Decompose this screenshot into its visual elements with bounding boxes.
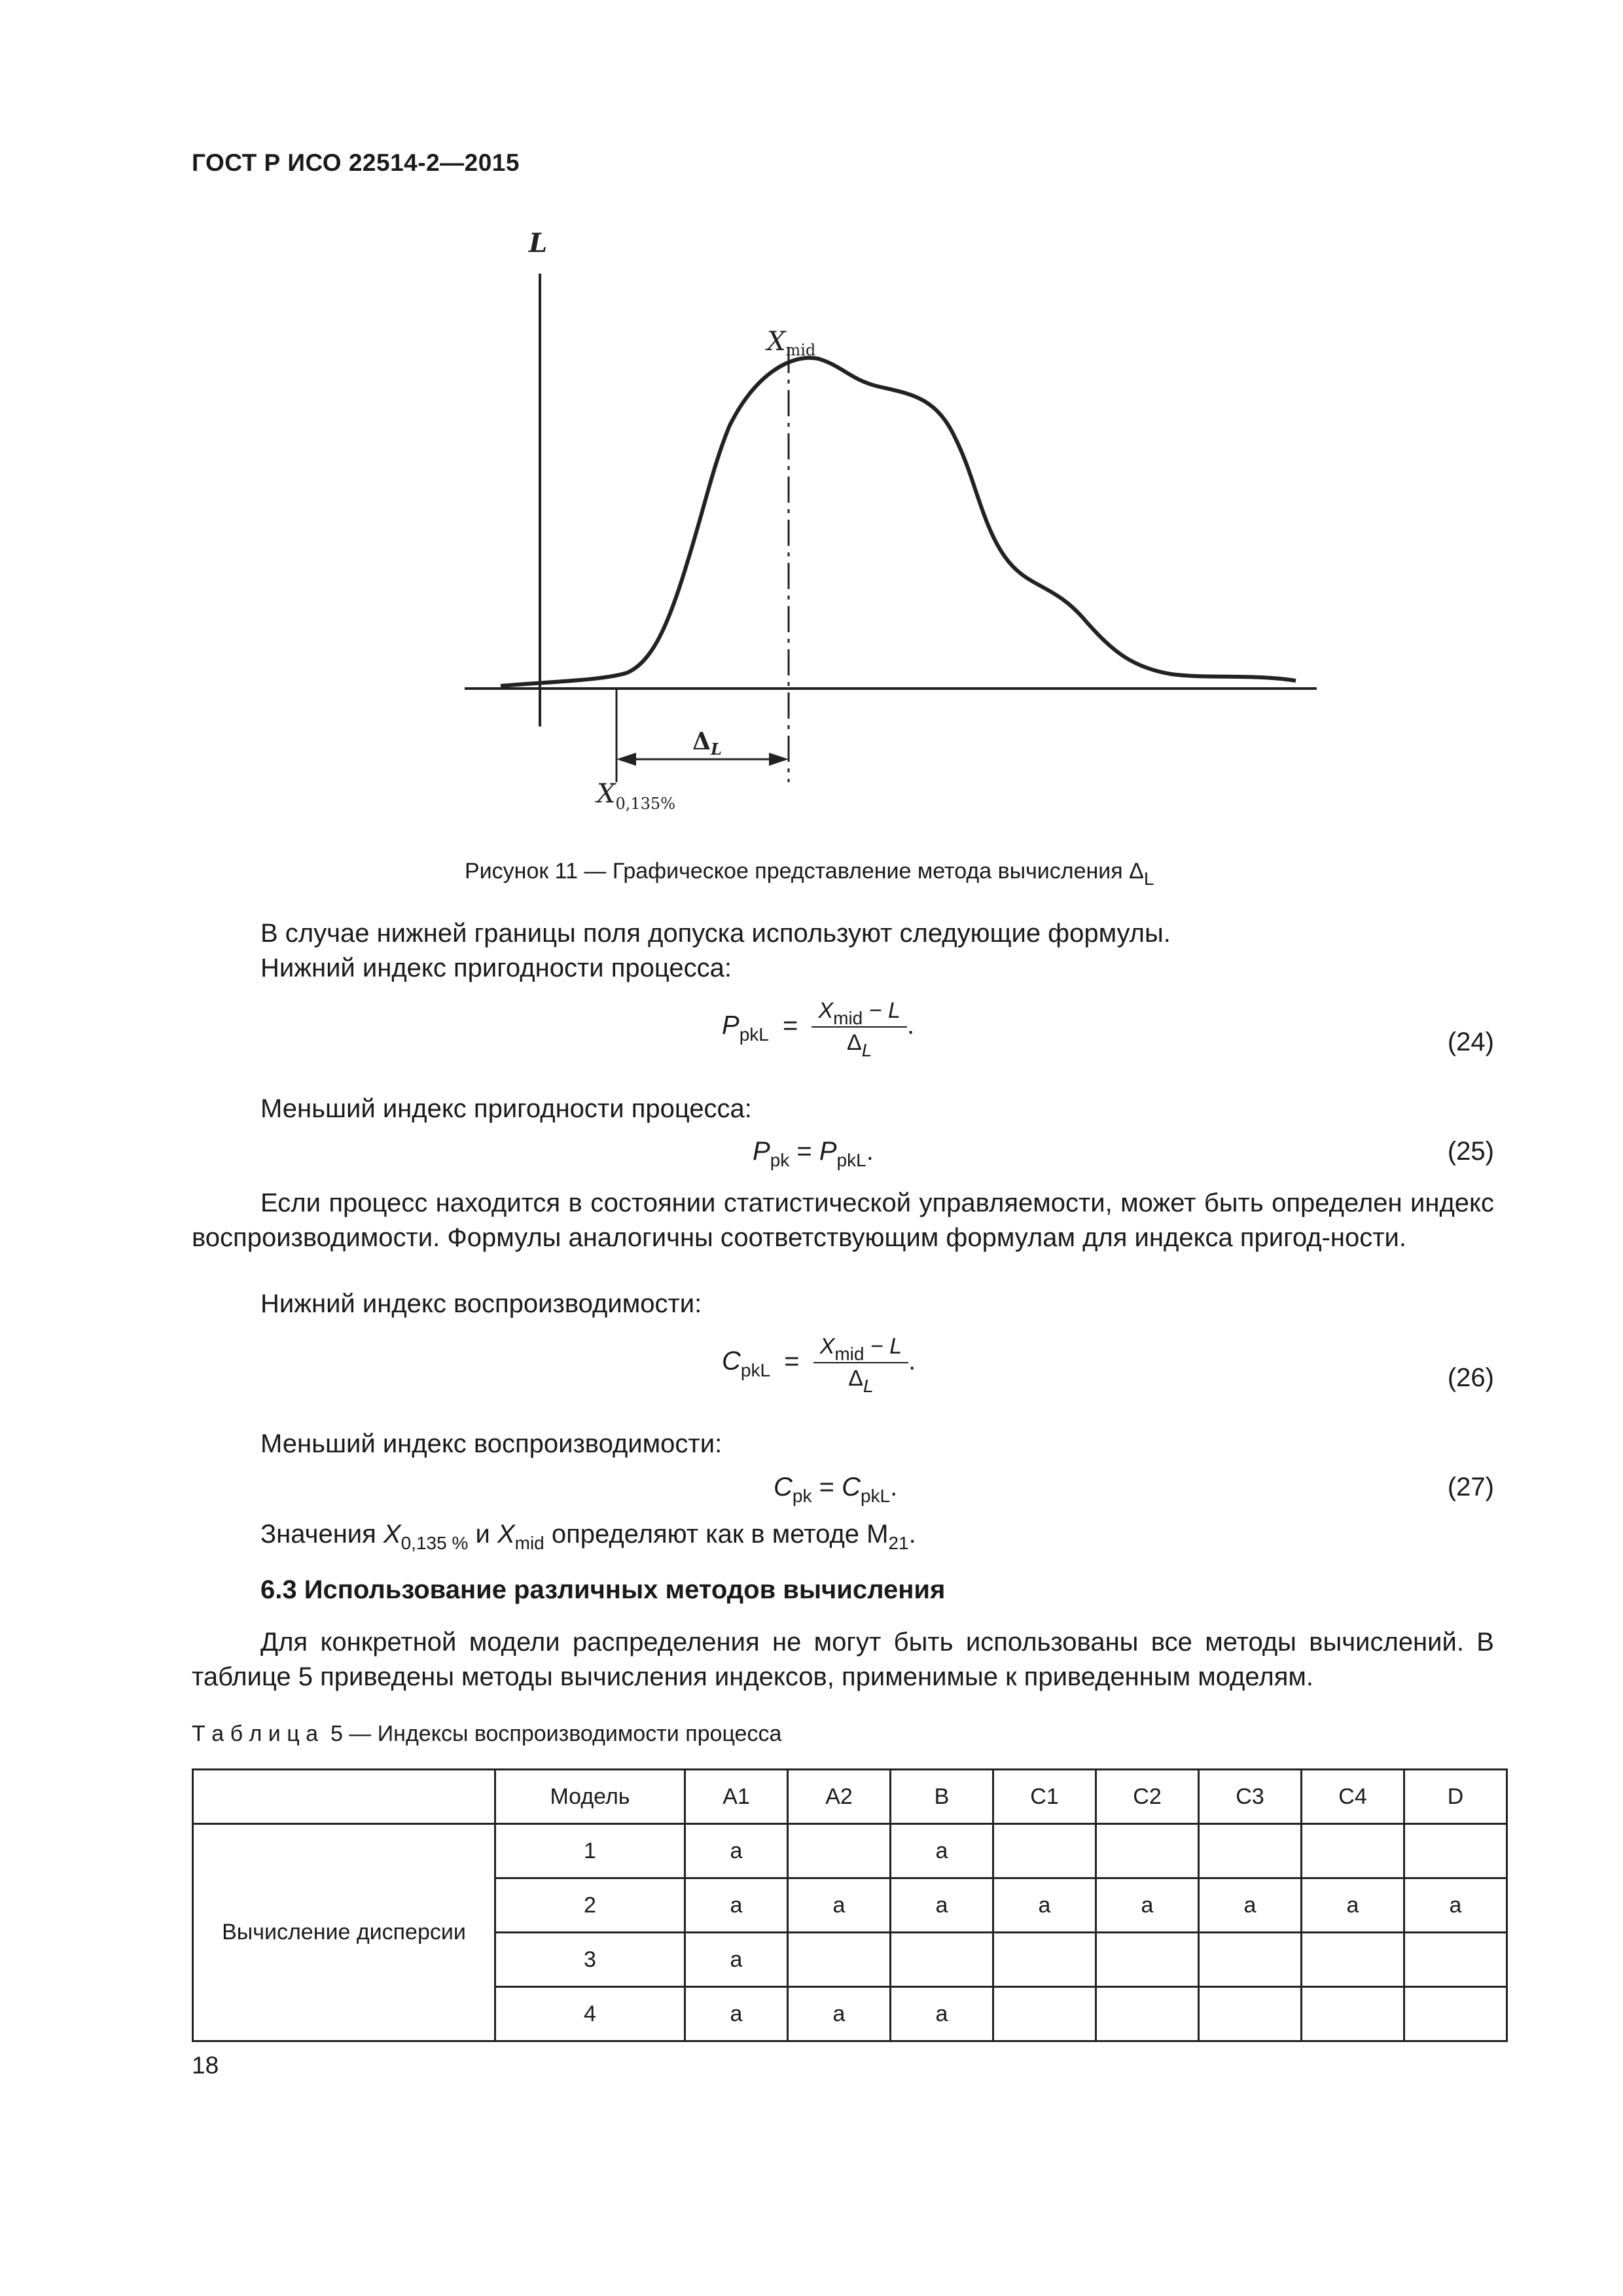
table-cell <box>788 1824 891 1878</box>
table-cell <box>1199 1987 1302 2041</box>
table-header-cell: C1 <box>993 1770 1096 1824</box>
paragraph-lower-capability-index: Нижний индекс воспроизводимости: <box>260 1289 702 1318</box>
paragraph-table-intro: Для конкретной модели распределения не могут быть использованы все методы вычислений. В таблице 5 приведены методы вычисления индексов, применимые к приведенным моделям. <box>192 1628 1494 1691</box>
table-cell <box>1302 1987 1404 2041</box>
equation-number-26: (26) <box>1447 1363 1494 1392</box>
table-cell <box>1302 1933 1404 1987</box>
table-cell <box>1096 1933 1199 1987</box>
paragraph-lower-limit: В случае нижней границы поля допуска используют следующие формулы. <box>260 919 1171 948</box>
x-mid-label: $X_{mid}$ <box>767 327 816 359</box>
delta-arrow-right <box>769 753 789 766</box>
figure-caption-text: Рисунок 11 — Графическое представление метода вычисления Δ <box>465 859 1144 884</box>
table-header-row <box>193 1770 1507 1824</box>
table-cell: a <box>788 1878 891 1933</box>
table-cell <box>788 1933 891 1987</box>
table-header-cell: B <box>891 1770 993 1824</box>
table-cell: a <box>1096 1878 1199 1933</box>
table-5-process-capability <box>192 1768 1508 2042</box>
paragraph-smaller-performance-index: Меньший индекс пригодности процесса: <box>260 1094 752 1123</box>
table-cell: a <box>1302 1878 1404 1933</box>
table-cell: a <box>1404 1878 1507 1933</box>
table-cell: a <box>993 1878 1096 1933</box>
table-cell: a <box>685 1878 788 1933</box>
table-cell: a <box>685 1987 788 2041</box>
table-cell: a <box>685 1824 788 1878</box>
table-cell: a <box>685 1933 788 1987</box>
table-cell: 3 <box>495 1933 685 1987</box>
table-cell: a <box>891 1878 993 1933</box>
table-cell <box>993 1824 1096 1878</box>
table-cell: a <box>891 1824 993 1878</box>
table-cell <box>1096 1987 1199 2041</box>
table-cell: 4 <box>495 1987 685 2041</box>
table-cell <box>1199 1824 1302 1878</box>
formula-26: $C_{pkL}$ = $\frac{X_{mid} - L}{\Delta_L}$ . <box>722 1334 916 1396</box>
table-header-cell: C3 <box>1199 1770 1302 1824</box>
delta-arrow-left <box>616 753 636 766</box>
table-row <box>193 1824 1507 1878</box>
formula-26-fraction: $\frac{X_{mid} - L}{\Delta_L}$ <box>813 1334 908 1391</box>
equation-number-25: (25) <box>1447 1137 1494 1166</box>
table-cell <box>1096 1824 1199 1878</box>
table-header-cell: A2 <box>788 1770 891 1824</box>
figure-11-distribution-graph <box>452 223 1329 851</box>
table-caption-text: 5 — Индексы воспроизводимости процесса <box>318 1721 782 1746</box>
table-header-cell: Модель <box>495 1770 685 1824</box>
table-header-cell: A1 <box>685 1770 788 1824</box>
table-cell: 2 <box>495 1878 685 1933</box>
row-group-label: Вычисление дисперсии <box>193 1824 495 2041</box>
table-cell: a <box>788 1987 891 2041</box>
table-cell <box>1404 1824 1507 1878</box>
paragraph-statistical-control: Если процесс находится в состоянии статистической управляемости, может быть определен индекс воспроизводимости. Формулы аналогичны соответствующим формулам для индекса пригод-ности. <box>192 1189 1494 1252</box>
paragraph-lower-performance-index: Нижний индекс пригодности процесса: <box>260 954 732 982</box>
page-number: 18 <box>192 2052 219 2079</box>
section-title-6-3: 6.3 Использование различных методов вычисления <box>260 1575 946 1604</box>
figure-caption <box>465 859 1154 889</box>
table-cell <box>1404 1987 1507 2041</box>
formula-27: $C_{pk} = C_{pkL}$. <box>774 1473 898 1506</box>
table-caption-label: Т а б л и ц а <box>192 1721 319 1746</box>
figure-caption-sub: L <box>1143 869 1154 889</box>
table-cell: a <box>1199 1878 1302 1933</box>
equation-number-27: (27) <box>1447 1473 1494 1501</box>
x-0135-label: $X_{0,135\%}$ <box>597 779 675 813</box>
table-cell <box>993 1987 1096 2041</box>
table-cell: a <box>891 1987 993 2041</box>
table-cell <box>1199 1933 1302 1987</box>
y-axis-label-L: L <box>529 228 548 259</box>
formula-25: $P_{pk} = P_{pkL}$. <box>753 1137 874 1170</box>
delta-label: $\Delta_L$ <box>692 728 722 759</box>
table-header-cell: C4 <box>1302 1770 1404 1824</box>
table-cell <box>993 1933 1096 1987</box>
table-header-cell: C2 <box>1096 1770 1199 1824</box>
formula-24-fraction: $\frac{X_{mid} - L}{\Delta_L}$ <box>812 998 906 1056</box>
distribution-curve <box>501 358 1296 686</box>
equation-number-24: (24) <box>1447 1028 1494 1056</box>
document-header: ГОСТ Р ИСО 22514-2—2015 <box>192 149 520 176</box>
table-cell: 1 <box>495 1824 685 1878</box>
table-cell <box>1302 1824 1404 1878</box>
table-header-cell: D <box>1404 1770 1507 1824</box>
paragraph-smaller-capability-index: Меньший индекс воспроизводимости: <box>260 1429 722 1458</box>
paragraph-values-determined: Значения $X_{0,135 \%}$ и $X_{mid}$ определяют как в методе $M_{21}$. <box>260 1520 916 1553</box>
formula-24: $P_{pkL}$ = $\frac{X_{mid} - L}{\Delta_L}$ . <box>722 998 915 1060</box>
table-caption <box>192 1721 781 1747</box>
table-corner-cell <box>193 1770 495 1824</box>
table-cell <box>1404 1933 1507 1987</box>
table-cell <box>891 1933 993 1987</box>
